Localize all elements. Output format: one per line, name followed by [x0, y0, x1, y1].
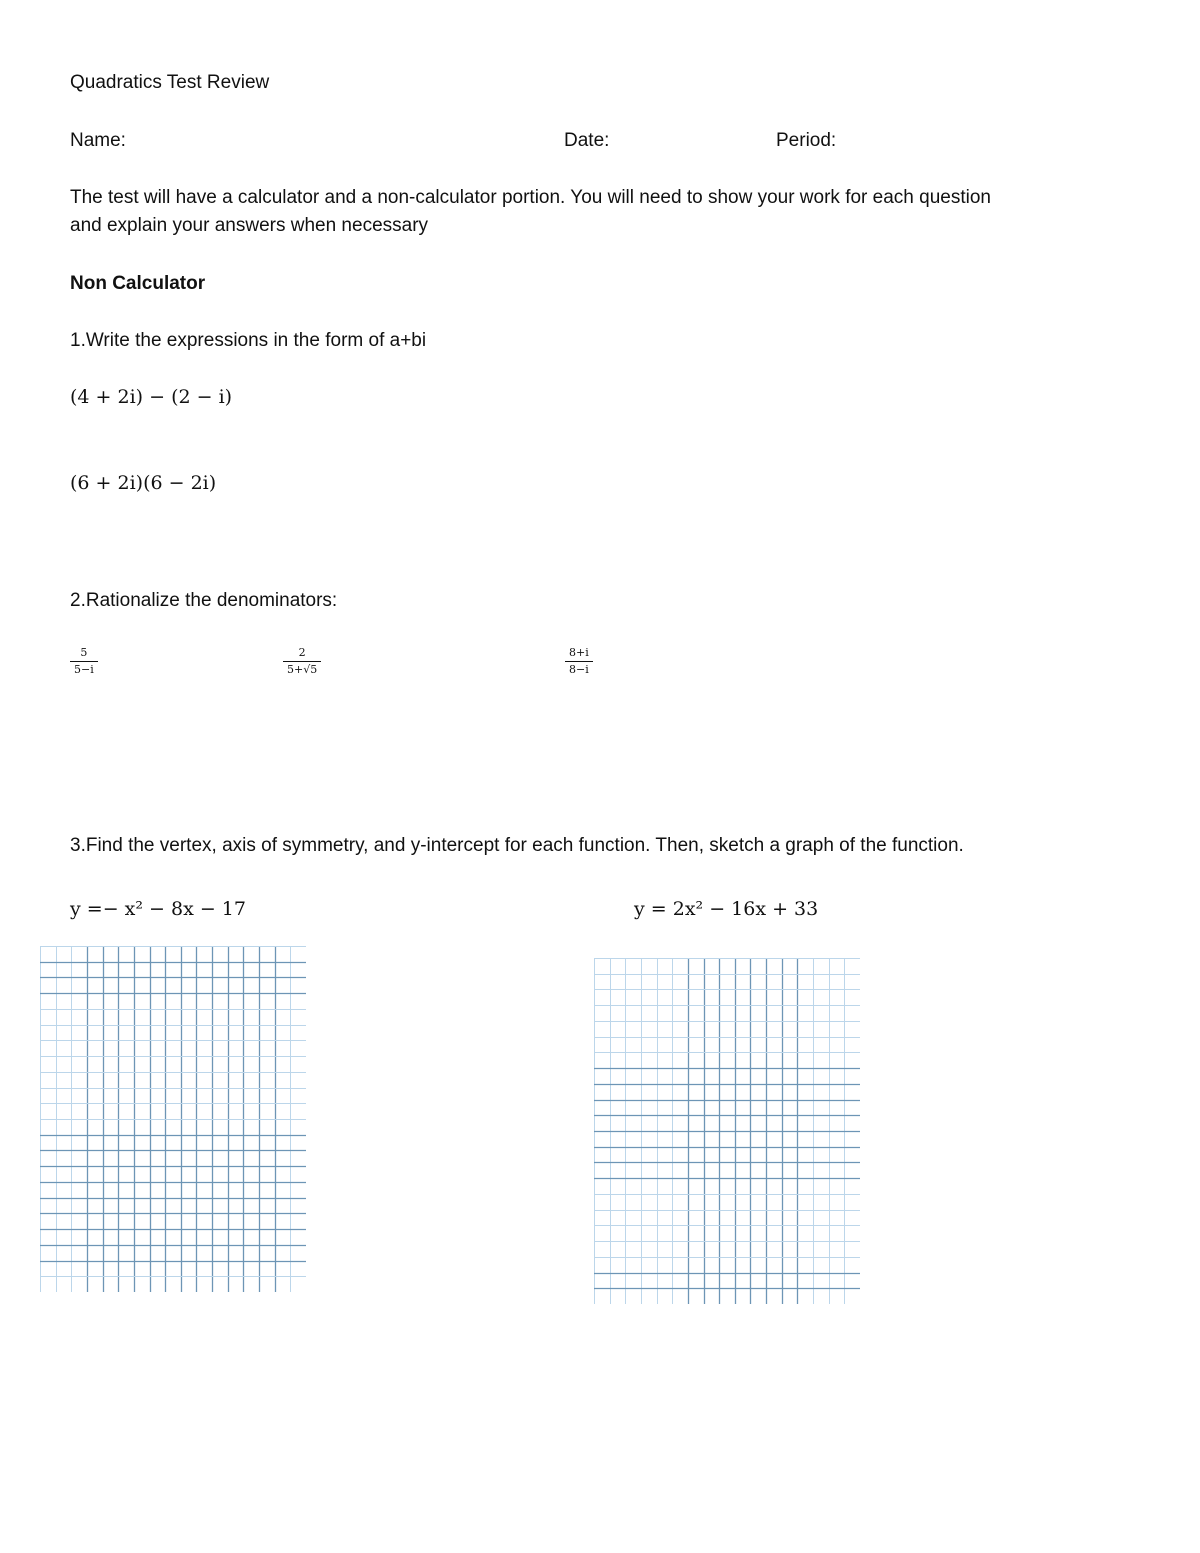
page-title: Quadratics Test Review: [70, 72, 270, 93]
period-label: Period:: [776, 130, 837, 151]
q1-expression-2: [70, 472, 216, 494]
fraction-2-denominator: 5+√5: [287, 663, 318, 676]
fraction-3-denominator: 8−i: [569, 663, 589, 676]
q1-expression-1: [70, 386, 232, 408]
fraction-1: [70, 647, 98, 676]
fraction-2-numerator: 2: [298, 646, 306, 659]
q1-prompt: 1.Write the expressions in the form of a+bi: [70, 330, 427, 351]
fraction-3: [565, 647, 593, 676]
q3-function-1: [70, 898, 246, 920]
q3-function-2: [634, 898, 818, 920]
q2-prompt: 2.Rationalize the denominators:: [70, 590, 338, 611]
fraction-3-numerator: 8+i: [569, 646, 589, 659]
q1-expression-2-text: (6 + 2i)(6 − 2i): [70, 472, 217, 494]
name-label: Name:: [70, 130, 126, 151]
graph-paper-1[interactable]: [40, 946, 306, 1292]
q3-function-1-text: y =− x² − 8x − 17: [70, 898, 246, 920]
q3-function-2-text: y = 2x² − 16x + 33: [634, 898, 819, 920]
q3-prompt: 3.Find the vertex, axis of symmetry, and y-intercept for each function. Then, sketch a graph of the function.: [70, 835, 964, 856]
section-heading: Non Calculator: [70, 273, 206, 294]
fraction-2: [283, 647, 321, 676]
q1-expression-1-text: (4 + 2i) − (2 − i): [70, 386, 233, 408]
graph-paper-2[interactable]: [594, 958, 860, 1304]
fraction-1-denominator: 5−i: [74, 663, 94, 676]
intro-line-1: The test will have a calculator and a non-calculator portion. You will need to show your work for each question: [70, 187, 991, 208]
fraction-1-numerator: 5: [80, 646, 88, 659]
date-label: Date:: [564, 130, 610, 151]
intro-line-2: and explain your answers when necessary: [70, 215, 429, 236]
